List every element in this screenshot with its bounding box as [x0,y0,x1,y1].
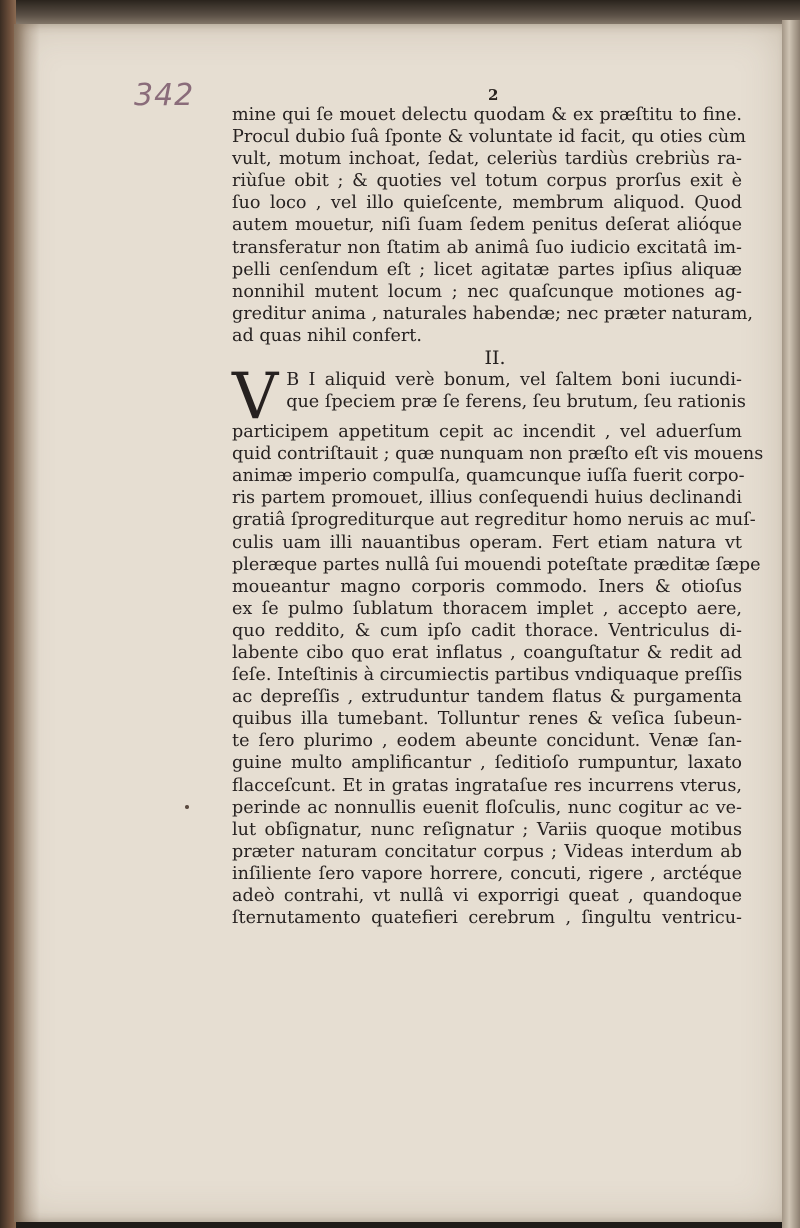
text-line: que ſpeciem præ ſe ferens, ſeu brutum, ſeu rationis [286,392,746,413]
text-line: pelli cenſendum eſt ; licet agitatæ partes ipſius aliquæ [232,259,742,280]
text-line: autem mouetur, niſi ſuam ſedem penitus deſerat alióque [232,215,742,236]
text-line: ſuo loco , vel illo quieſcente, membrum aliquod. Quod [232,193,742,214]
handwritten-folio-number: 342 [134,78,195,113]
text-line: mine qui ſe mouet delectu quodam & ex præſtitu to fine. [232,105,742,125]
paragraph-continued [232,104,753,347]
text-line: vult, motum inchoat, ſedat, celeriùs tardiùs crebriùs ra- [232,149,742,170]
text-line: præter naturam concitatur corpus ; Videas interdum ab [232,841,742,862]
dropcap-lines [232,369,746,413]
paragraph-body [232,421,764,929]
text-line: quo reddito, & cum ipſo cadit thorace. Ventriculus di- [232,620,742,641]
text-line: ex ſe pulmo ſublatum thoracem implet , accepto aere, [232,598,742,619]
section-heading: II. [484,347,506,370]
text-line: riùſue obit ; & quoties vel totum corpus prorſus exit è [232,171,742,192]
text-line: ad quas nihil confert. [232,325,422,346]
text-line: labente cibo quo erat inflatus , coanguſtatur & redit ad [232,642,742,663]
text-line: animæ imperio compulſa, quamcunque iuſſa fuerit corpo- [232,466,745,487]
text-line: lut obſignatur, nunc reſignatur ; Variis quoque motibus [232,819,742,840]
text-line: greditur anima , naturales habendæ; nec præter naturam, [232,303,753,324]
drop-cap: V [232,360,279,435]
text-line: pleræque partes nullâ ſui mouendi poteſtate præditæ ſæpe [232,554,761,575]
page-number: 2 [488,86,499,104]
text-line: participem appetitum cepit ac incendit , vel aduerſum [232,422,742,443]
text-line: guine multo amplificantur , ſeditioſo rumpuntur, laxato [232,753,742,774]
text-line: ris partem promouet, illius conſequendi huius declinandi [232,488,742,509]
book-top-edge [0,0,800,26]
ink-spot [185,805,189,809]
text-line: perinde ac nonnullis euenit floſculis, nunc cogitur ac ve- [232,797,742,818]
body-text [232,104,764,929]
text-line: inſiliente ſero vapore horrere, concuti, rigere , arctéque [232,863,742,884]
text-line: ſternutamento quatefieri cerebrum , ſingultu ventricu- [232,908,742,929]
text-line: culis uam illi nauantibus operam. Fert etiam natura vt [232,532,742,553]
gutter-shadow [14,24,40,1222]
text-line: gratiâ ſprogrediturque aut regreditur homo neruis ac muſ- [232,510,756,531]
text-line: nonnihil mutent locum ; nec quaſcunque motiones ag- [232,281,742,302]
page-stack-edge [782,20,800,1228]
text-line: B I aliquid verè bonum, vel ſaltem boni iucundi- [286,370,742,391]
text-line: ſeſe. Inteſtinis à circumiectis partibus vndiquaque preſſis [232,665,743,686]
text-line: moueantur magno corporis commodo. Iners & otioſus [232,576,742,597]
text-line: flacceſcunt. Et in gratas ingrataſue res incurrens vterus, [232,775,742,796]
text-line: ac depreſſis , extruduntur tandem flatus & purgamenta [232,687,742,708]
paragraph-section-two [232,360,764,929]
text-line: te ſero plurimo , eodem abeunte concidunt. Venæ ſan- [232,731,742,752]
text-line: quibus illa tumebant. Tolluntur renes & veſica ſubeun- [232,709,742,730]
text-line: adeò contrahi, vt nullâ vi exporrigi queat , quandoque [232,886,742,906]
text-line: Procul dubio ſuâ ſponte & voluntate id facit, qu oties cùm [232,127,746,148]
text-line: transferatur non ſtatim ab animâ ſuo iudicio excitatâ im- [232,237,742,258]
text-line: quid contriſtauit ; quæ nunquam non præſto eſt vis mouens [232,444,764,465]
